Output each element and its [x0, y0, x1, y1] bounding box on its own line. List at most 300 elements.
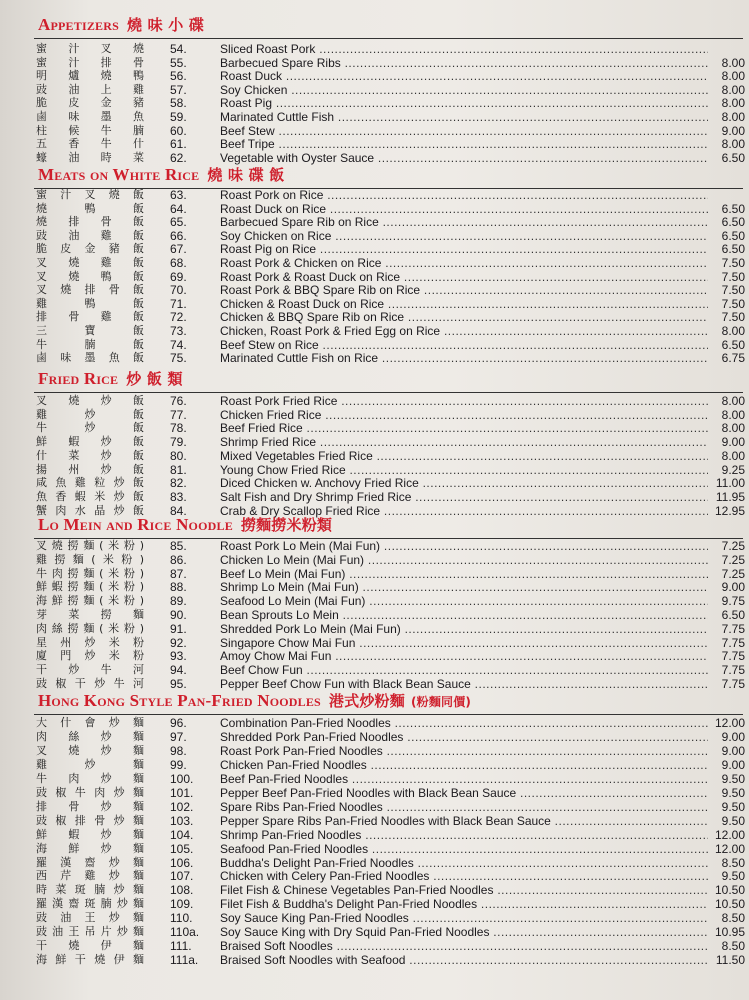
menu-item-row [0, 310, 749, 324]
item-price: 6.50 [721, 242, 745, 257]
item-price: 8.00 [721, 82, 745, 97]
item-number: 59. [170, 110, 187, 124]
menu-item-row [0, 435, 749, 449]
section-title-en: Appetizers [38, 15, 119, 34]
dish-name-zh: 海鮮干燒伊麵 [36, 953, 144, 967]
dish-name-zh: 牛肉炒麵 [36, 771, 144, 785]
item-price: 7.75 [721, 621, 745, 636]
dish-name-zh: 羅漢齋炒麵 [36, 855, 144, 869]
menu-item-row [0, 110, 749, 124]
section-title-zh: 燒 味 小 碟 [126, 16, 205, 34]
item-number: 100. [170, 771, 194, 786]
section-title-en: Hong Kong Style Pan-Fried Noodles [38, 691, 321, 710]
dish-name-en: Filet Fish & Buddha's Delight Pan-Fried Noodles ..... [220, 897, 708, 911]
dish-name-en: Roast Pork & Roast Duck on Rice ..... [220, 270, 708, 284]
section-title-note: (粉麵同價) [410, 695, 472, 709]
item-number: 55. [170, 55, 187, 70]
dish-name-zh: 豉油上雞 [36, 82, 144, 96]
dish-name-zh: 牛肉撈麵(米粉) [36, 566, 144, 580]
item-number: 58. [170, 96, 187, 111]
dish-name-en: Filet Fish & Chinese Vegetables Pan-Fried Noodles ..... [220, 883, 708, 897]
dish-name-en: Salt Fish and Dry Shrimp Fried Rice ..... [220, 490, 708, 504]
section-title-en: Lo Mein and Rice Noodle [38, 515, 233, 534]
dish-name-en: Buddha's Delight Pan-Fried Noodles ..... [220, 856, 708, 870]
dish-name-en: Roast Pork Fried Rice ..... [220, 394, 708, 408]
dish-name-en: Combination Pan-Fried Noodles ..... [220, 716, 708, 730]
menu-item-row [0, 215, 749, 229]
menu-item-row [0, 202, 749, 216]
dish-name-en: Pepper Spare Ribs Pan-Fried Noodles with Black Bean Sauce ..... [220, 814, 708, 828]
item-number: 96. [170, 716, 187, 730]
menu-item-row [0, 270, 749, 284]
dish-name-en: Shrimp Lo Mein (Mai Fun) ..... [220, 580, 708, 594]
dish-name-en: Vegetable with Oyster Sauce ..... [220, 151, 708, 165]
item-number: 86. [170, 552, 187, 567]
menu-item-row [0, 730, 749, 744]
item-number: 81. [170, 462, 187, 477]
dish-name-en: Shrimp Fried Rice ..... [220, 435, 708, 449]
dish-name-zh: 叉燒炒麵 [36, 743, 144, 757]
item-number: 103. [170, 813, 194, 828]
dish-name-zh: 魚香蝦米炒飯 [36, 489, 144, 503]
item-price: 6.50 [721, 337, 745, 352]
item-number: 76. [170, 394, 187, 408]
section-title-en: Fried Rice [38, 369, 119, 388]
dish-name-zh: 雞炒飯 [36, 407, 144, 421]
dish-name-zh: 牛炒飯 [36, 421, 144, 435]
dish-name-zh: 羅漢齋斑腩炒麵 [36, 897, 144, 911]
item-number: 89. [170, 594, 187, 609]
dish-name-en: Chicken & BBQ Spare Rib on Rice ..... [220, 310, 708, 324]
menu-item-row [0, 939, 749, 953]
menu-item-row [0, 842, 749, 856]
item-price: 7.75 [721, 649, 745, 664]
item-price: 6.75 [721, 351, 745, 366]
menu-item-row [0, 953, 749, 967]
dish-name-zh: 什菜炒飯 [36, 448, 144, 462]
item-number: 93. [170, 649, 187, 664]
dish-name-en: Roast Pork & Chicken on Rice ..... [220, 256, 708, 270]
dish-name-zh: 五香牛什 [36, 137, 144, 151]
dish-name-en: Roast Pig ..... [220, 96, 708, 110]
dish-name-en: Seafood Pan-Fried Noodles ..... [220, 842, 708, 856]
menu-item-row [0, 476, 749, 490]
menu-item-row [0, 151, 749, 165]
item-number: 73. [170, 324, 187, 338]
dish-name-zh: 脆皮金豬飯 [36, 242, 144, 256]
dish-name-zh: 叉燒撈麵(米粉) [36, 539, 144, 552]
dish-name-zh: 蠔油時菜 [36, 150, 144, 164]
menu-item-row [0, 42, 749, 56]
item-price: 7.50 [721, 310, 745, 325]
dish-name-en: Roast Pork Lo Mein (Mai Fun) ..... [220, 539, 708, 553]
item-number: 111a. [170, 953, 199, 968]
dish-name-en: Roast Pig on Rice ..... [220, 242, 708, 256]
dish-name-en: Mixed Vegetables Fried Rice ..... [220, 449, 708, 463]
item-price: 9.50 [721, 771, 745, 786]
dish-name-zh: 海鮮炒麵 [36, 841, 144, 855]
menu-item-row [0, 856, 749, 870]
menu-item-row [0, 897, 749, 911]
item-number: 110. [170, 911, 193, 926]
menu-item-row [0, 324, 749, 338]
dish-name-zh: 雞炒麵 [36, 757, 144, 771]
menu-item-row [0, 925, 749, 939]
menu-item-row [0, 553, 749, 567]
item-number: 57. [170, 82, 187, 97]
dish-name-zh: 干炒牛河 [36, 663, 144, 677]
item-price: 7.50 [721, 269, 745, 284]
dish-name-zh: 西芹雞炒麵 [36, 869, 144, 883]
item-price: 7.25 [721, 566, 745, 581]
dish-name-en: Soy Chicken ..... [220, 83, 708, 97]
menu-item-row [0, 814, 749, 828]
menu-item-row [0, 622, 749, 636]
menu-item-row [0, 56, 749, 70]
item-number: 54. [170, 42, 187, 56]
dish-name-zh: 時菜斑腩炒麵 [36, 883, 144, 897]
section-title-zh: 港式炒粉麵 [328, 692, 405, 710]
dish-name-zh: 雞撈麵(米粉) [36, 552, 144, 566]
item-number: 88. [170, 580, 187, 595]
menu-item-row [0, 96, 749, 110]
dish-name-en: Roast Pork Pan-Fried Noodles ..... [220, 744, 708, 758]
item-number: 108. [170, 883, 194, 898]
item-price: 7.75 [721, 635, 745, 650]
item-price: 9.25 [721, 462, 745, 477]
item-number: 72. [170, 310, 187, 325]
dish-name-zh: 叉燒雞飯 [36, 256, 144, 269]
item-price: 11.50 [715, 953, 745, 968]
item-number: 62. [170, 150, 187, 165]
dish-name-en: Amoy Chow Mai Fun ..... [220, 649, 708, 663]
item-number: 83. [170, 489, 187, 504]
dish-name-zh: 揚州炒飯 [36, 462, 144, 476]
dish-name-en: Roast Duck on Rice ..... [220, 202, 708, 216]
item-number: 101. [170, 785, 194, 800]
item-number: 107. [170, 869, 194, 884]
item-number: 60. [170, 123, 187, 138]
dish-name-zh: 叉燒炒飯 [36, 394, 144, 407]
item-number: 84. [170, 503, 187, 518]
item-price: 9.00 [721, 757, 745, 772]
item-number: 61. [170, 137, 187, 152]
dish-name-zh: 干燒伊麵 [36, 939, 144, 953]
item-number: 64. [170, 201, 187, 216]
dish-name-zh: 肉絲炒麵 [36, 729, 144, 743]
dish-name-en: Beef Pan-Fried Noodles ..... [220, 772, 708, 786]
menu-item-row [0, 649, 749, 663]
dish-name-en: Diced Chicken w. Anchovy Fried Rice ..... [220, 476, 708, 490]
item-price: 11.00 [715, 476, 745, 491]
dish-name-en: Young Chow Fried Rice ..... [220, 463, 708, 477]
dish-name-zh: 豉椒排骨炒麵 [36, 813, 144, 827]
section-divider [34, 38, 743, 39]
menu-item-row [0, 283, 749, 297]
dish-name-zh: 燒鴨飯 [36, 201, 144, 215]
menu-item-row [0, 351, 749, 365]
item-number: 75. [170, 351, 187, 366]
item-number: 87. [170, 566, 187, 581]
menu-item-row [0, 594, 749, 608]
item-number: 78. [170, 421, 187, 436]
item-price: 6.50 [721, 150, 745, 165]
dish-name-zh: 豉椒干炒牛河 [36, 677, 144, 690]
item-number: 94. [170, 663, 187, 678]
menu-item-row [0, 800, 749, 814]
dish-name-zh: 鮮蝦撈麵(米粉) [36, 580, 144, 594]
item-price: 8.50 [721, 939, 745, 954]
section-title-zh: 燒 味 碟 飯 [207, 166, 285, 184]
item-number: 68. [170, 256, 187, 270]
menu-item-row [0, 229, 749, 243]
dish-name-zh: 柱候牛腩 [36, 123, 144, 137]
item-price: 9.00 [721, 435, 745, 450]
item-number: 80. [170, 448, 187, 463]
item-price: 6.50 [721, 608, 745, 622]
menu-item-row [0, 716, 749, 730]
dish-name-en: Pepper Beef Pan-Fried Noodles with Black Bean Sauce ..... [220, 786, 708, 800]
menu-item-row [0, 828, 749, 842]
item-number: 105. [170, 841, 194, 856]
dish-name-en: Beef Lo Mein (Mai Fun) ..... [220, 567, 708, 581]
section-divider [34, 714, 743, 715]
item-price: 7.25 [721, 539, 745, 553]
dish-name-en: Shredded Pork Lo Mein (Mai Fun) ..... [220, 622, 708, 636]
section-divider [34, 392, 743, 393]
item-price: 6.50 [721, 201, 745, 216]
menu-item-row [0, 69, 749, 83]
item-number: 106. [170, 855, 194, 870]
dish-name-zh: 肉絲撈麵(米粉) [36, 621, 144, 635]
menu-item-row [0, 242, 749, 256]
dish-name-zh: 廈門炒米粉 [36, 649, 144, 663]
menu-item-row [0, 911, 749, 925]
item-price: 8.00 [721, 137, 745, 152]
item-number: 90. [170, 608, 187, 622]
menu-item-row [0, 490, 749, 504]
dish-name-zh: 豉油王炒麵 [36, 911, 144, 925]
dish-name-en: Chicken & Roast Duck on Rice ..... [220, 297, 708, 311]
dish-name-zh: 脆皮金豬 [36, 96, 144, 110]
menu-item-row [0, 188, 749, 202]
item-price: 8.00 [721, 110, 745, 124]
dish-name-en: Chicken with Celery Pan-Fried Noodles ..... [220, 869, 708, 883]
dish-name-en: Spare Ribs Pan-Fried Noodles ..... [220, 800, 708, 814]
dish-name-zh: 豉油雞飯 [36, 228, 144, 242]
item-price: 9.50 [721, 799, 745, 814]
dish-name-en: Beef Stew on Rice ..... [220, 338, 708, 352]
item-number: 98. [170, 743, 187, 758]
dish-name-zh: 蟹肉水晶炒飯 [36, 503, 144, 517]
item-price: 8.00 [721, 421, 745, 436]
item-price: 7.75 [721, 677, 745, 691]
dish-name-en: Chicken, Roast Pork & Fried Egg on Rice ..... [220, 324, 708, 338]
dish-name-en: Sliced Roast Pork ..... [220, 42, 708, 56]
dish-name-en: Beef Tripe ..... [220, 137, 708, 151]
dish-name-zh: 蜜汁排骨 [36, 55, 144, 69]
dish-name-en: Beef Stew ..... [220, 124, 708, 138]
menu-item-row [0, 124, 749, 138]
item-number: 65. [170, 215, 187, 230]
dish-name-zh: 海鮮撈麵(米粉) [36, 594, 144, 608]
item-price: 12.95 [714, 503, 745, 518]
item-price: 8.50 [721, 855, 745, 870]
menu-item-row [0, 677, 749, 691]
dish-name-en: Singapore Chow Mai Fun ..... [220, 636, 708, 650]
dish-name-en: Marinated Cuttle Fish ..... [220, 110, 708, 124]
item-price: 8.00 [721, 324, 745, 338]
item-number: 70. [170, 283, 187, 298]
dish-name-zh: 蜜汁叉燒 [36, 42, 144, 55]
menu-item-row [0, 539, 749, 553]
dish-name-en: Chicken Lo Mein (Mai Fun) ..... [220, 553, 708, 567]
dish-name-zh: 叉燒排骨飯 [36, 283, 144, 297]
menu-item-row [0, 786, 749, 800]
dish-name-en: Marinated Cuttle Fish on Rice ..... [220, 351, 708, 365]
dish-name-zh: 牛腩飯 [36, 337, 144, 351]
menu-item-row [0, 463, 749, 477]
menu-item-row [0, 580, 749, 594]
item-number: 77. [170, 407, 187, 422]
dish-name-zh: 鹵味墨魚 [36, 110, 144, 123]
dish-name-en: Chicken Fried Rice ..... [220, 408, 708, 422]
item-price: 7.25 [721, 552, 745, 567]
dish-name-en: Chicken Pan-Fried Noodles ..... [220, 758, 708, 772]
dish-name-en: Beef Chow Fun ..... [220, 663, 708, 677]
item-number: 82. [170, 476, 187, 491]
dish-name-zh: 明爐燒鴨 [36, 69, 144, 83]
dish-name-en: Seafood Lo Mein (Mai Fun) ..... [220, 594, 708, 608]
item-number: 56. [170, 69, 187, 84]
menu-item-row [0, 663, 749, 677]
item-number: 85. [170, 539, 187, 553]
item-number: 102. [170, 799, 194, 814]
dish-name-zh: 燒排骨飯 [36, 215, 144, 229]
item-price: 7.50 [721, 296, 745, 311]
dish-name-en: Roast Pork on Rice ..... [220, 188, 708, 202]
item-price: 8.00 [721, 448, 745, 463]
item-price: 9.00 [721, 729, 745, 744]
dish-name-en: Barbecued Spare Ribs ..... [220, 56, 708, 70]
item-price: 9.00 [721, 743, 745, 758]
dish-name-en: Roast Duck ..... [220, 69, 708, 83]
item-price: 7.75 [721, 663, 745, 678]
dish-name-en: Soy Sauce King with Dry Squid Pan-Fried Noodles ..... [220, 925, 708, 939]
section-title [38, 690, 471, 712]
dish-name-zh: 雞鴨飯 [36, 296, 144, 310]
item-price: 10.50 [714, 897, 745, 912]
item-price: 7.50 [721, 256, 745, 270]
dish-name-zh: 三寶飯 [36, 324, 144, 337]
item-number: 74. [170, 337, 187, 352]
menu-item-row [0, 394, 749, 408]
item-number: 110a. [170, 925, 200, 940]
dish-name-en: Braised Soft Noodles with Seafood ..... [220, 953, 708, 967]
menu-item-row [0, 408, 749, 422]
item-number: 99. [170, 757, 187, 772]
dish-name-en: Shredded Pork Pan-Fried Noodles ..... [220, 730, 708, 744]
dish-name-zh: 鹵味墨魚飯 [36, 351, 144, 365]
item-price: 8.50 [721, 911, 745, 926]
dish-name-zh: 叉燒鴨飯 [36, 269, 144, 283]
item-price: 12.00 [714, 827, 745, 842]
dish-name-en: Beef Fried Rice ..... [220, 421, 708, 435]
menu-item-row [0, 256, 749, 270]
item-number: 109. [170, 897, 194, 912]
dish-name-en: Pepper Beef Chow Fun with Black Bean Sauce ..... [220, 677, 708, 691]
menu-item-row [0, 772, 749, 786]
item-price: 11.95 [715, 489, 745, 504]
dish-name-zh: 蜜汁叉燒飯 [36, 188, 144, 201]
item-price: 8.00 [721, 407, 745, 422]
item-price: 7.50 [721, 283, 745, 298]
item-price: 10.50 [714, 883, 745, 898]
item-price: 9.50 [721, 869, 745, 884]
dish-name-zh: 排骨雞飯 [36, 310, 144, 324]
section-title [38, 514, 332, 536]
item-number: 111. [170, 939, 192, 954]
menu-item-row [0, 869, 749, 883]
item-number: 97. [170, 729, 187, 744]
dish-name-en: Braised Soft Noodles ..... [220, 939, 708, 953]
dish-name-en: Bean Sprouts Lo Mein ..... [220, 608, 708, 622]
item-price: 9.75 [721, 594, 745, 609]
dish-name-zh: 豉椒牛肉炒麵 [36, 785, 144, 799]
dish-name-en: Crab & Dry Scallop Fried Rice ..... [220, 504, 708, 518]
menu-item-row [0, 297, 749, 311]
item-number: 66. [170, 228, 187, 243]
menu-item-row [0, 608, 749, 622]
menu-item-row [0, 338, 749, 352]
item-price: 9.50 [721, 813, 745, 828]
dish-name-en: Soy Sauce King Pan-Fried Noodles ..... [220, 911, 708, 925]
item-price: 6.50 [721, 228, 745, 243]
item-price: 8.00 [721, 96, 745, 111]
menu-item-row [0, 744, 749, 758]
menu-item-row [0, 449, 749, 463]
item-number: 79. [170, 435, 187, 450]
item-number: 71. [170, 296, 187, 311]
item-price: 9.50 [721, 785, 745, 800]
section-title-en: Meats on White Rice [38, 165, 200, 184]
item-price: 6.50 [721, 215, 745, 230]
item-number: 69. [170, 269, 187, 284]
item-price: 12.00 [714, 716, 745, 730]
dish-name-zh: 星州炒米粉 [36, 635, 144, 649]
dish-name-zh: 咸魚雞粒炒飯 [36, 476, 144, 490]
dish-name-en: Soy Chicken on Rice ..... [220, 229, 708, 243]
item-number: 67. [170, 242, 187, 257]
dish-name-en: Barbecued Spare Rib on Rice ..... [220, 215, 708, 229]
dish-name-en: Shrimp Pan-Fried Noodles ..... [220, 828, 708, 842]
item-number: 63. [170, 188, 187, 202]
section-title [38, 368, 183, 390]
dish-name-zh: 鮮蝦炒麵 [36, 827, 144, 841]
dish-name-zh: 大什會炒麵 [36, 716, 144, 729]
menu-item-row [0, 636, 749, 650]
item-price: 8.00 [721, 69, 745, 84]
item-price: 12.00 [714, 841, 745, 856]
menu-item-row [0, 137, 749, 151]
menu-item-row [0, 883, 749, 897]
section-title [38, 14, 204, 36]
dish-name-zh: 排骨炒麵 [36, 799, 144, 813]
dish-name-en: Roast Pork & BBQ Spare Rib on Rice ..... [220, 283, 708, 297]
menu-item-row [0, 758, 749, 772]
item-price: 9.00 [721, 580, 745, 595]
section-title-zh: 炒 飯 類 [126, 370, 183, 388]
